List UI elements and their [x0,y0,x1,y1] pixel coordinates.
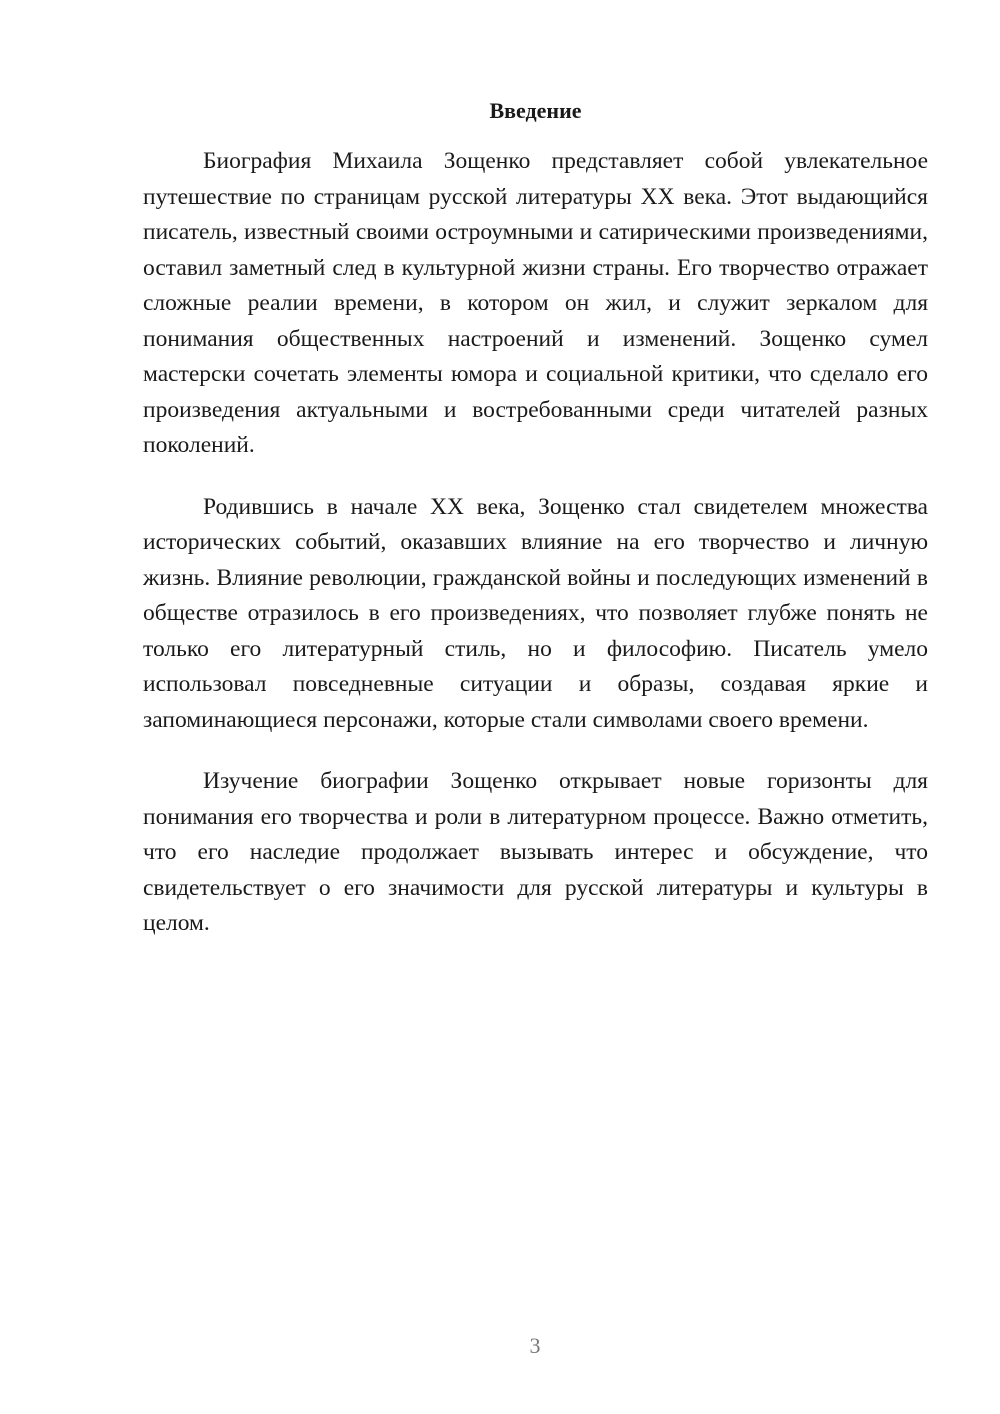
paragraph-1: Биография Михаила Зощенко представляет собой увлекательное путешествие по страницам русской литературы XX века. Этот выдающийся писатель, известный своими остроумными и сатирическими произведениями, оставил заметный след в культурной жизни страны. Его творчество отражает сложные реалии времени, в котором он жил, и служит зеркалом для понимания общественных настроений и изменений. Зощенко сумел мастерски сочетать элементы юмора и социальной критики, что сделало его произведения актуальными и востребованными среди читателей разных поколений. [143,148,928,458]
paragraph-2: Родившись в начале XX века, Зощенко стал свидетелем множества исторических событий, оказавших влияние на его творчество и личную жизнь. Влияние революции, гражданской войны и последующих изменений в обществе отразилось в его произведениях, что позволяет глубже понять не только его литературный стиль, но и философию. Писатель умело использовал повседневные ситуации и образы, создавая яркие и запоминающиеся персонажи, которые стали символами своего времени. [143,493,928,733]
page-content [143,96,928,968]
section-title: Введение [489,98,582,123]
paragraph-3: Изучение биографии Зощенко открывает новые горизонты для понимания его творчества и роли в литературном процессе. Важно отметить, что его наследие продолжает вызывать интерес и обсуждение, что свидетельствует о его значимости для русской литературы и культуры в целом. [143,768,928,936]
page-number: 3 [529,1333,541,1358]
